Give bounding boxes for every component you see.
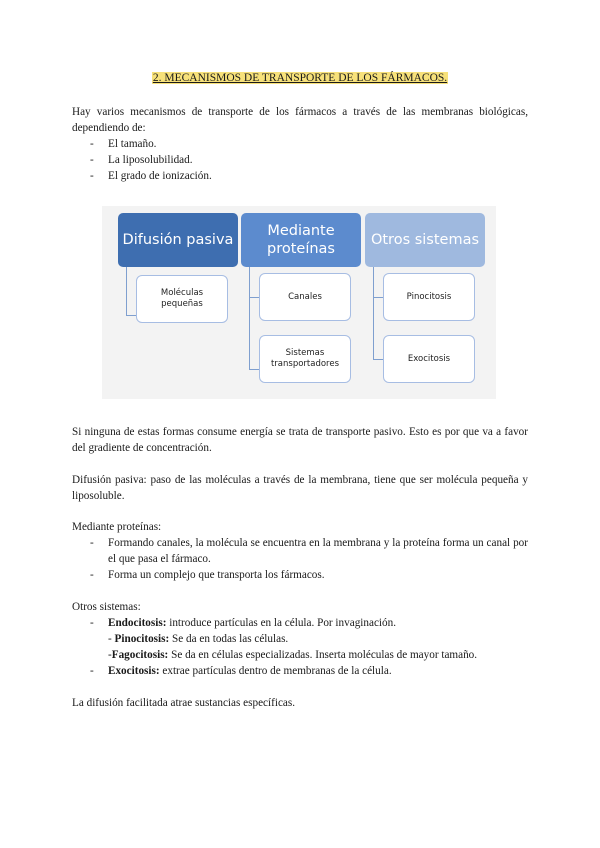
connector-line xyxy=(373,359,383,360)
connector-line xyxy=(249,267,250,369)
list-item xyxy=(90,663,528,679)
list-item xyxy=(90,567,528,583)
pinocitosis-prefix: - xyxy=(108,633,115,645)
intro-paragraph: Hay varios mecanismos de transporte de los fármacos a través de las membranas biológicas, dependiendo de: xyxy=(72,106,528,134)
difusion-paragraph: Difusión pasiva: paso de las moléculas a través de la membrana, tiene que ser molécula pequeña y liposoluble. xyxy=(72,474,528,502)
list-item xyxy=(90,152,490,168)
proteins-heading: Mediante proteínas: xyxy=(72,521,162,533)
connector-line xyxy=(249,369,259,370)
endocitosis-text: introduce partículas en la célula. Por invaginación. xyxy=(166,617,397,629)
pinocitosis-term: Pinocitosis: xyxy=(114,633,170,645)
connector-line xyxy=(373,297,383,298)
proteins-item-channels: Formando canales, la molécula se encuentra en la membrana y la proteína forma un canal por el que pasa el fármaco. xyxy=(108,537,528,565)
final-paragraph: La difusión facilitada atrae sustancias específicas. xyxy=(72,697,296,709)
child-exocitosis: Exocitosis xyxy=(383,335,475,383)
endocitosis-line xyxy=(108,615,396,631)
title-text: 2. MECANISMOS DE TRANSPORTE DE LOS FÁRMACOS. xyxy=(152,72,448,84)
child-canales: Canales xyxy=(259,273,351,321)
header-difusion-pasiva: Difusión pasiva xyxy=(118,213,238,267)
bullet-dash: - xyxy=(90,569,94,581)
header-mediante-proteinas: Mediante proteínas xyxy=(241,213,361,267)
list-item xyxy=(90,168,490,184)
child-pinocitosis: Pinocitosis xyxy=(383,273,475,321)
bullet-dash: - xyxy=(90,537,94,549)
exocitosis-text: extrae partículas dentro de membranas de la célula. xyxy=(159,665,392,677)
endocitosis-term: Endocitosis: xyxy=(108,617,167,629)
transport-diagram xyxy=(102,206,496,399)
bullet-dash: - xyxy=(90,154,94,166)
pinocitosis-text: Se da en todas las células. xyxy=(169,633,289,645)
connector-line xyxy=(249,297,259,298)
bullet-dash: - xyxy=(90,617,94,629)
fagocitosis-term: Fagocitosis: xyxy=(111,649,169,661)
bullet-dash: - xyxy=(90,138,94,150)
proteins-item-complex: Forma un complejo que transporta los fármacos. xyxy=(108,569,325,581)
fagocitosis-text: Se da en células especializadas. Inserta moléculas de mayor tamaño. xyxy=(168,649,478,661)
fagocitosis-prefix: - xyxy=(108,649,112,661)
factor-size: El tamaño. xyxy=(108,138,157,150)
header-otros-sistemas: Otros sistemas xyxy=(365,213,485,267)
connector-line xyxy=(126,267,127,315)
exocitosis-line xyxy=(108,663,392,679)
pinocitosis-line xyxy=(108,631,288,647)
child-moleculas-pequenas: Moléculas pequeñas xyxy=(136,275,228,323)
list-item xyxy=(90,136,490,152)
energy-paragraph: Si ninguna de estas formas consume energía se trata de transporte pasivo. Esto es por que va a favor del gradiente de concentración. xyxy=(72,426,528,454)
connector-line xyxy=(373,267,374,359)
connector-line xyxy=(126,315,136,316)
others-heading: Otros sistemas: xyxy=(72,601,141,613)
factor-ionization: El grado de ionización. xyxy=(108,170,212,182)
list-item xyxy=(90,535,528,567)
bullet-dash: - xyxy=(90,665,94,677)
page-title xyxy=(0,72,600,84)
bullet-dash: - xyxy=(90,170,94,182)
child-sistemas-transportadores: Sistemas transportadores xyxy=(259,335,351,383)
list-item xyxy=(90,615,528,631)
exocitosis-term: Exocitosis: xyxy=(108,665,160,677)
fagocitosis-line xyxy=(108,647,477,663)
factor-liposolubility: La liposolubilidad. xyxy=(108,154,193,166)
